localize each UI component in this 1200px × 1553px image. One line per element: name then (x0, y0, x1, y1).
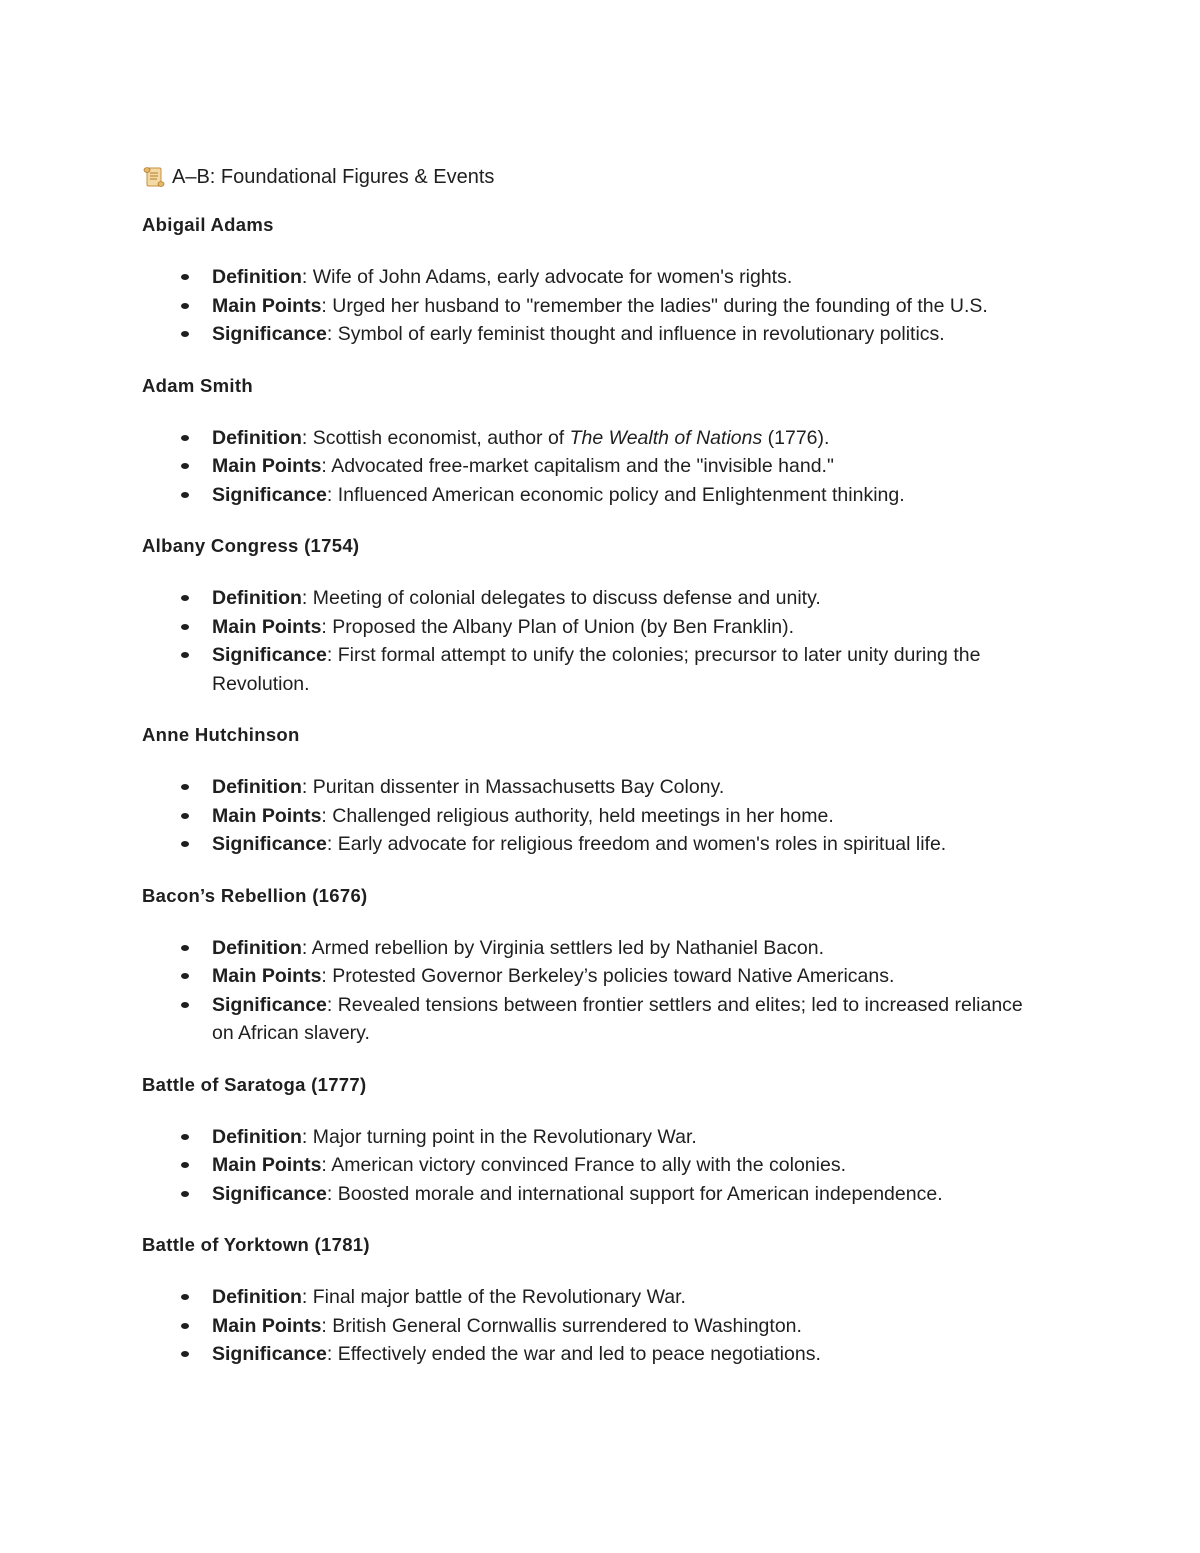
point-text: Effectively ended the war and led to peace negotiations. (337, 1343, 821, 1365)
bullet-dot-icon (181, 784, 189, 790)
list-item (142, 991, 1042, 1048)
point-text: Early advocate for religious freedom and women's roles in spiritual life. (337, 833, 947, 855)
point-separator: : (326, 993, 338, 1016)
section-heading: Battle of Saratoga (1777) (142, 1073, 367, 1095)
point-separator: : (326, 1343, 338, 1365)
point-label: Definition (212, 587, 302, 609)
list-item (142, 802, 1042, 831)
section (142, 1232, 1042, 1369)
section (142, 722, 1042, 859)
point-separator: : (301, 1125, 313, 1148)
point-label: Significance (212, 993, 327, 1016)
point-separator: : (301, 587, 313, 609)
section (142, 212, 1042, 349)
bullet-dot-icon (181, 841, 189, 847)
point-separator: : (321, 615, 333, 638)
list-item (142, 424, 1042, 453)
point-label: Main Points (212, 615, 322, 638)
list-item (142, 452, 1042, 481)
bullet-dot-icon (181, 1002, 189, 1008)
bullet-list (142, 1123, 1042, 1209)
point-label: Definition (212, 426, 302, 449)
point-text: Wife of John Adams, early advocate for women's rights. (312, 266, 793, 288)
point-separator: : (326, 483, 338, 506)
section-list (142, 212, 1042, 1369)
bullet-dot-icon (181, 1294, 189, 1300)
point-separator: : (301, 266, 313, 288)
point-text: Symbol of early feminist thought and influence in revolutionary politics. (337, 323, 945, 345)
point-label: Definition (212, 1286, 302, 1308)
bullet-list (142, 934, 1042, 1048)
point-separator: : (301, 426, 313, 449)
point-label: Definition (212, 1125, 302, 1148)
point-separator: : (326, 833, 338, 855)
list-item (142, 962, 1042, 991)
point-text: Major turning point in the Revolutionary War. (312, 1125, 697, 1148)
point-text: Revealed tensions between frontier settlers and elites; led to increased reliance on African slavery. (212, 993, 1023, 1044)
bullet-dot-icon (181, 945, 189, 951)
bullet-dot-icon (181, 331, 189, 337)
point-text: American victory convinced France to ally with the colonies. (331, 1154, 846, 1176)
section-heading: Abigail Adams (142, 214, 274, 235)
point-label: Main Points (212, 965, 322, 987)
point-text-italic: The Wealth of Nations (569, 426, 763, 449)
point-text: Protested Governor Berkeley’s policies toward Native Americans. (332, 965, 895, 987)
point-text: British General Cornwallis surrendered to Washington. (332, 1314, 802, 1337)
point-separator: : (321, 804, 333, 827)
list-item (142, 1151, 1042, 1180)
list-item (142, 1340, 1042, 1369)
point-separator: : (326, 1182, 338, 1205)
point-separator: : (321, 1154, 332, 1176)
point-text: Armed rebellion by Virginia settlers led by Nathaniel Bacon. (311, 936, 825, 959)
point-separator: : (321, 455, 332, 477)
point-label: Significance (212, 833, 327, 855)
point-label: Definition (212, 936, 302, 959)
bullet-dot-icon (181, 595, 189, 601)
point-separator: : (301, 776, 313, 798)
point-separator: : (301, 1286, 313, 1308)
point-label: Definition (212, 776, 302, 798)
bullet-dot-icon (181, 435, 189, 441)
list-item (142, 613, 1042, 642)
point-text: Urged her husband to "remember the ladies" during the founding of the U.S. (332, 294, 988, 317)
point-separator: : (321, 294, 333, 317)
section (142, 1072, 1042, 1209)
point-text: Advocated free-market capitalism and the "invisible hand." (331, 455, 834, 477)
point-label: Definition (212, 266, 302, 288)
list-item (142, 584, 1042, 613)
section-heading: Albany Congress (1754) (142, 535, 360, 556)
section-heading: Adam Smith (142, 374, 253, 396)
point-text: (1776). (762, 426, 830, 449)
bullet-list (142, 584, 1042, 698)
point-text: First formal attempt to unify the colonies; precursor to later unity during the Revolution. (212, 644, 981, 695)
point-text: Scottish economist, author of (312, 426, 570, 449)
list-item (142, 1312, 1042, 1341)
section (142, 883, 1042, 1048)
list-item (142, 263, 1042, 292)
list-item (142, 830, 1042, 859)
point-text: Influenced American economic policy and Enlightenment thinking. (337, 483, 905, 506)
point-label: Main Points (212, 1314, 322, 1337)
bullet-dot-icon (181, 1323, 189, 1329)
point-label: Main Points (212, 804, 322, 827)
point-separator: : (326, 644, 338, 666)
point-label: Significance (212, 323, 327, 345)
point-label: Significance (212, 1182, 327, 1205)
point-label: Significance (212, 483, 327, 506)
section-heading: Anne Hutchinson (142, 724, 300, 745)
bullet-dot-icon (181, 274, 189, 280)
list-item (142, 934, 1042, 963)
bullet-dot-icon (181, 624, 189, 630)
document-body (142, 163, 1042, 1393)
bullet-dot-icon (181, 652, 189, 658)
section-heading: Battle of Yorktown (1781) (142, 1234, 370, 1255)
point-text: Proposed the Albany Plan of Union (by Ben Franklin). (332, 615, 795, 638)
list-item (142, 1123, 1042, 1152)
list-item (142, 292, 1042, 321)
bullet-dot-icon (181, 1162, 189, 1168)
point-separator: : (301, 936, 312, 959)
section (142, 533, 1042, 698)
point-separator: : (321, 1314, 333, 1337)
point-label: Main Points (212, 294, 322, 317)
list-item (142, 641, 1042, 698)
bullet-dot-icon (181, 1191, 189, 1197)
point-text: Boosted morale and international support for American independence. (337, 1182, 943, 1205)
document-title-text: A–B: Foundational Figures & Events (172, 166, 495, 188)
list-item (142, 773, 1042, 802)
bullet-list (142, 1283, 1042, 1369)
bullet-dot-icon (181, 1351, 189, 1357)
point-label: Significance (212, 644, 327, 666)
point-text: Final major battle of the Revolutionary War. (312, 1286, 686, 1308)
bullet-list (142, 424, 1042, 510)
scroll-icon (142, 165, 166, 189)
bullet-dot-icon (181, 973, 189, 979)
point-label: Significance (212, 1343, 327, 1365)
list-item (142, 1180, 1042, 1209)
point-text: Challenged religious authority, held meetings in her home. (332, 804, 834, 827)
point-text: Puritan dissenter in Massachusetts Bay Colony. (312, 776, 725, 798)
bullet-dot-icon (181, 303, 189, 309)
document-title (142, 163, 1042, 191)
section (142, 373, 1042, 510)
list-item (142, 320, 1042, 349)
point-text: Meeting of colonial delegates to discuss defense and unity. (312, 587, 821, 609)
point-label: Main Points (212, 455, 322, 477)
point-label: Main Points (212, 1154, 322, 1176)
point-separator: : (321, 965, 333, 987)
list-item (142, 481, 1042, 510)
bullet-dot-icon (181, 463, 189, 469)
bullet-list (142, 263, 1042, 349)
bullet-dot-icon (181, 492, 189, 498)
section-heading: Bacon’s Rebellion (1676) (142, 884, 368, 906)
bullet-dot-icon (181, 1134, 189, 1140)
bullet-dot-icon (181, 813, 189, 819)
point-separator: : (326, 323, 338, 345)
list-item (142, 1283, 1042, 1312)
bullet-list (142, 773, 1042, 859)
